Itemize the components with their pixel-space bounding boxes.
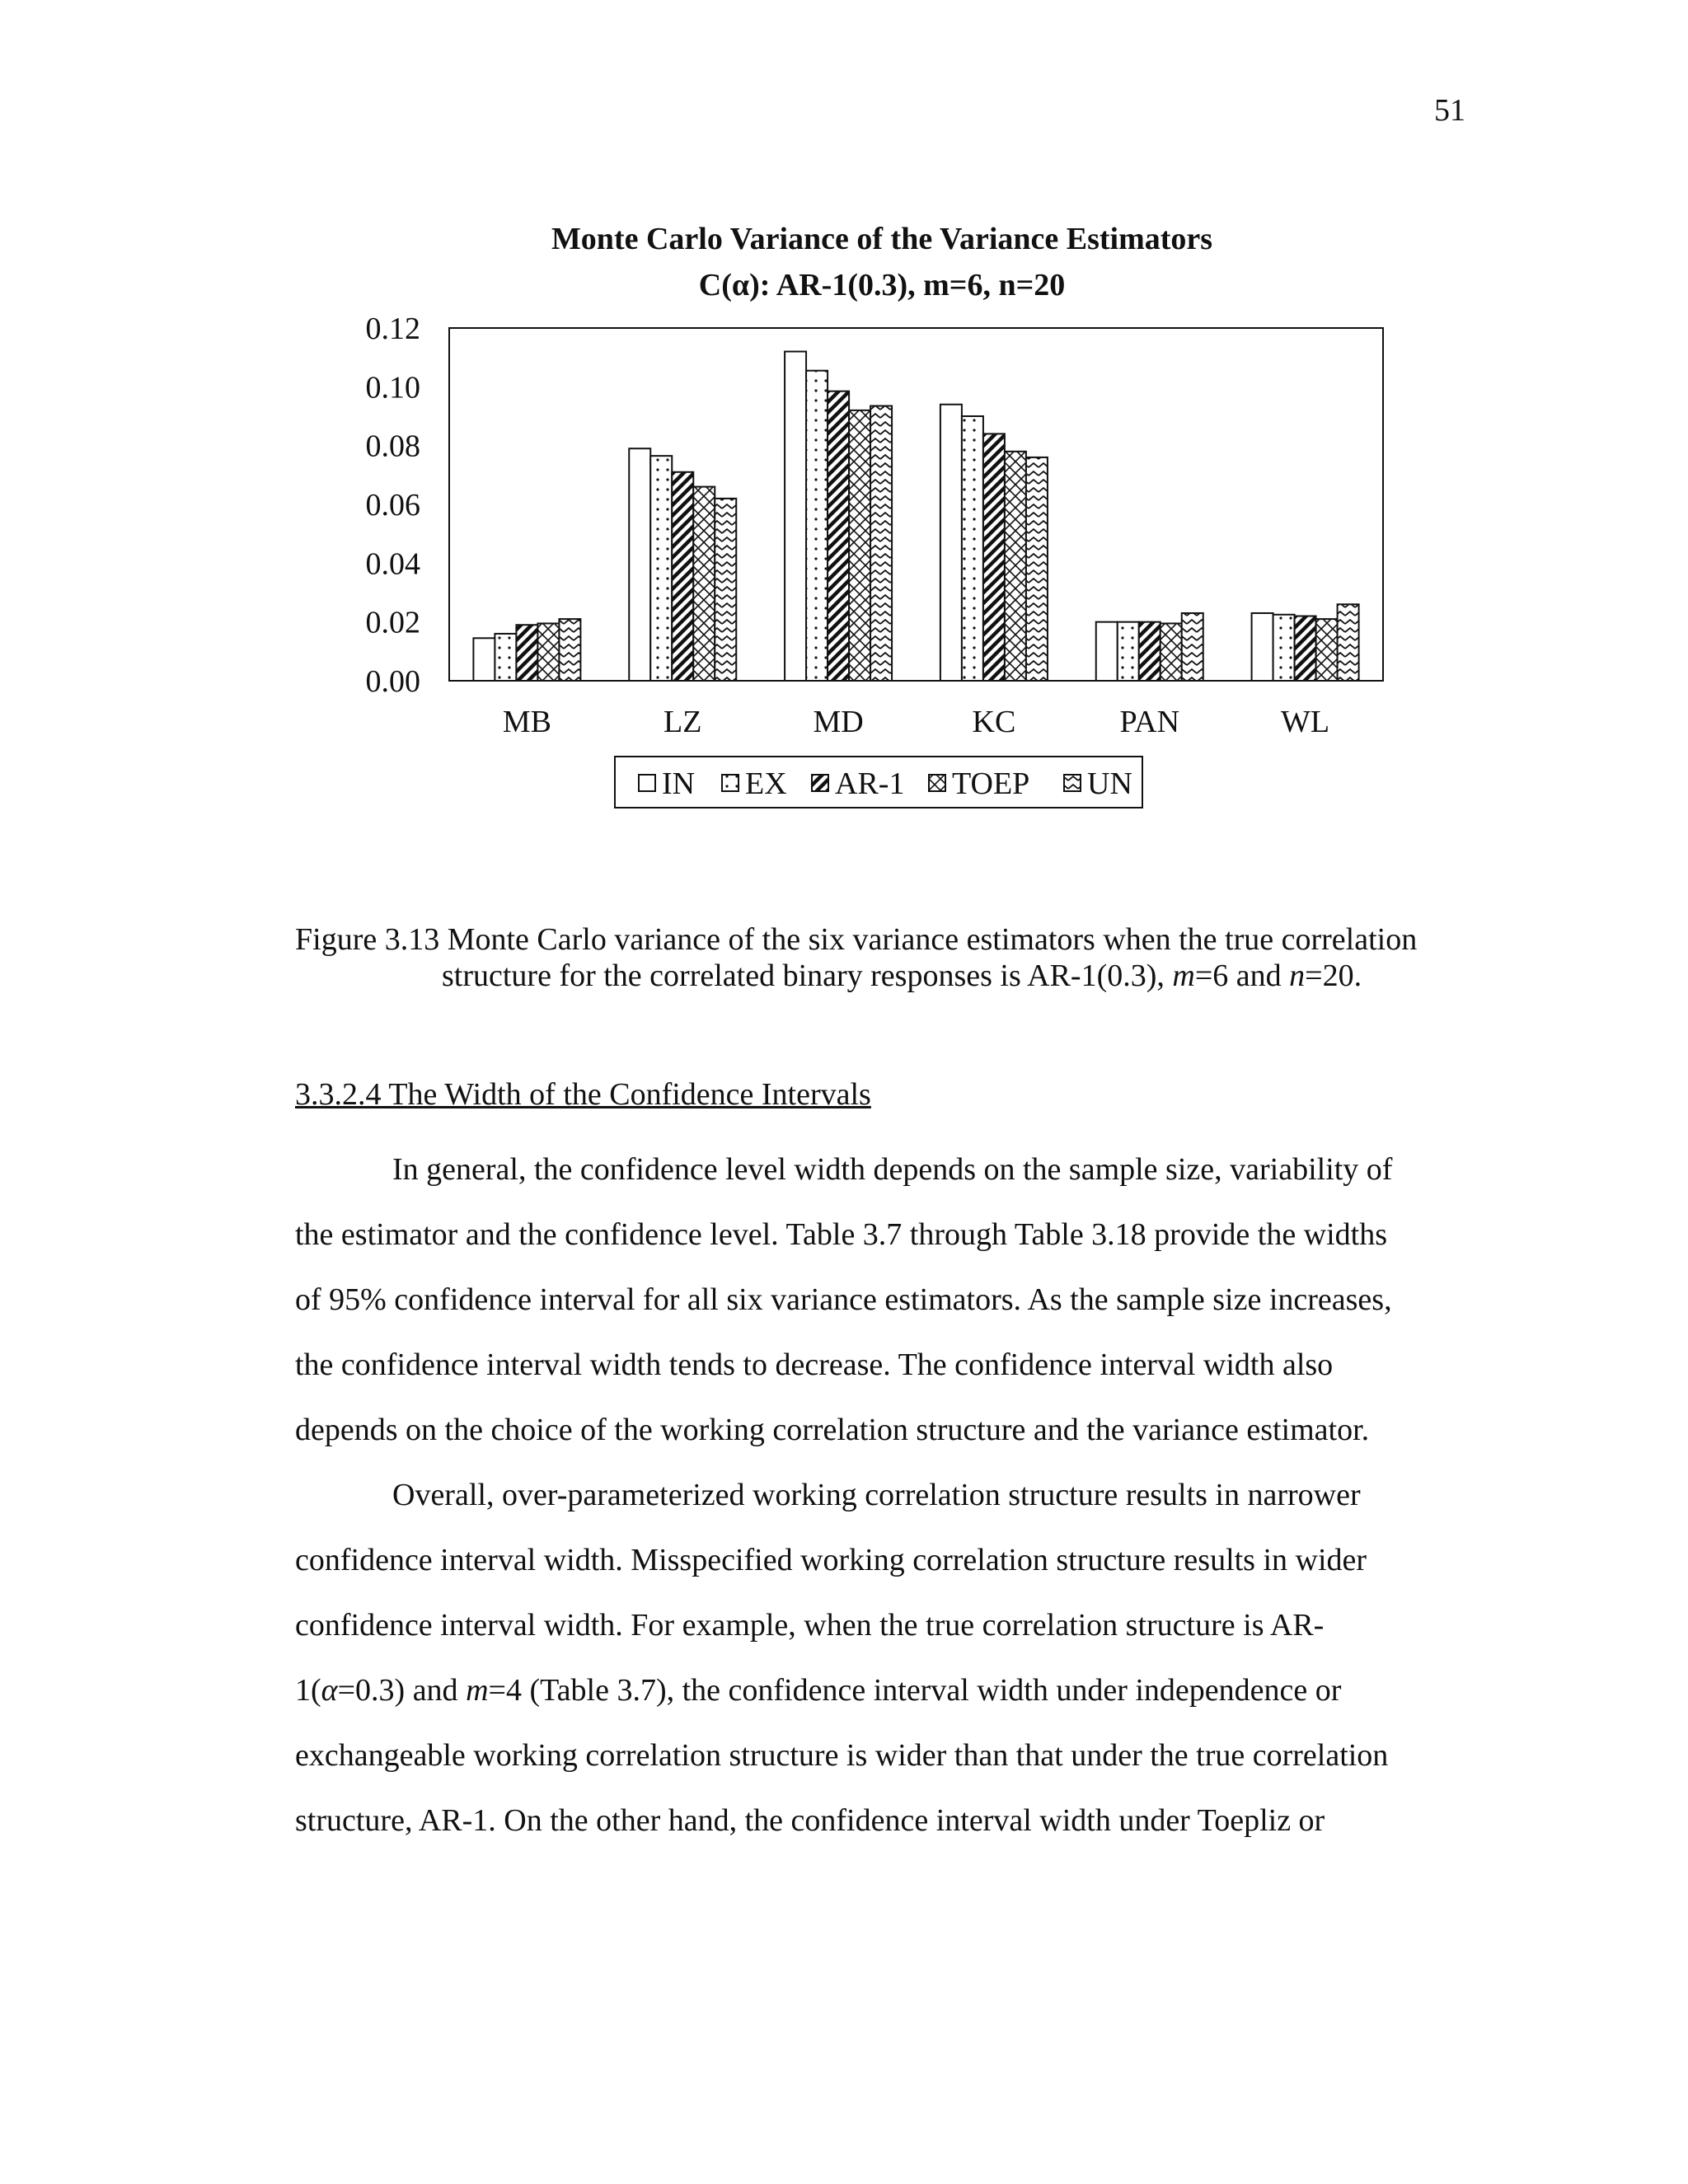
- text-run: =4 (Table 3.7), the confidence interval width under independence or: [488, 1673, 1342, 1708]
- legend-swatch-in: [639, 775, 655, 791]
- text-var-alpha: α: [321, 1673, 338, 1708]
- bar-kc-un: [1026, 457, 1048, 681]
- caption-line-2: [295, 958, 1465, 994]
- bar-kc-in: [940, 405, 962, 681]
- paragraph-1: [295, 1137, 1465, 1463]
- y-axis-ticks: [366, 312, 421, 699]
- bar-md-un: [870, 406, 892, 681]
- y-tick-label: 0.04: [365, 546, 420, 582]
- bar-mb-toep: [537, 623, 559, 681]
- bar-md-toep: [849, 410, 870, 681]
- legend-swatch-toep: [929, 775, 945, 791]
- legend-swatch-un: [1064, 775, 1081, 791]
- bar-chart: [0, 0, 1688, 824]
- bar-wl-in: [1252, 613, 1273, 681]
- bars: [473, 352, 1358, 681]
- y-tick-label: 0.06: [365, 488, 420, 523]
- text-var-m: m: [466, 1673, 489, 1708]
- bar-lz-ex: [650, 456, 672, 681]
- bar-pan-ex: [1118, 622, 1139, 681]
- y-tick-label: 0.02: [365, 605, 420, 640]
- bar-pan-un: [1182, 613, 1203, 681]
- bar-pan-toep: [1160, 623, 1182, 681]
- text-line: the estimator and the confidence level. Table 3.7 through Table 3.18 provide the widths: [295, 1217, 1388, 1252]
- bar-mb-in: [473, 638, 495, 681]
- x-tick-label: PAN: [1119, 705, 1180, 739]
- paragraph-2: [295, 1463, 1465, 1854]
- x-axis-labels: [503, 705, 1329, 739]
- page-number: 51: [1434, 93, 1465, 128]
- chart-title-line-1: Monte Carlo Variance of the Variance Estimators: [551, 222, 1213, 256]
- text-run: =0.3) and: [337, 1673, 467, 1708]
- y-tick-label: 0.00: [365, 664, 420, 699]
- text-line: depends on the choice of the working correlation structure and the variance estimator.: [295, 1413, 1370, 1447]
- x-tick-label: LZ: [663, 705, 702, 739]
- text-line: structure, AR-1. On the other hand, the confidence interval width under Toepliz or: [295, 1803, 1325, 1838]
- bar-wl-toep: [1316, 619, 1338, 681]
- text-line: confidence interval width. For example, when the true correlation structure is AR-: [295, 1608, 1325, 1643]
- y-tick-label: 0.08: [365, 429, 420, 464]
- bar-kc-ar-1: [983, 434, 1005, 681]
- text-line: of 95% confidence interval for all six variance estimators. As the sample size increases,: [295, 1282, 1392, 1317]
- caption-var-n: n: [1289, 958, 1306, 993]
- bar-lz-toep: [693, 487, 715, 681]
- chart-title-line-2: C(α): AR-1(0.3), m=6, n=20: [698, 268, 1066, 302]
- legend: [615, 757, 1142, 808]
- caption-line-1: Figure 3.13 Monte Carlo variance of the six variance estimators when the true correlation: [295, 922, 1418, 957]
- bar-pan-in: [1096, 622, 1118, 681]
- bar-lz-un: [715, 499, 736, 681]
- bar-pan-ar-1: [1139, 622, 1160, 681]
- bar-lz-in: [629, 448, 650, 681]
- body-text: [295, 1137, 1465, 1854]
- caption-text: =6 and: [1194, 958, 1290, 993]
- bar-mb-un: [559, 619, 580, 681]
- x-tick-label: KC: [972, 705, 1016, 739]
- legend-label: AR-1: [835, 766, 905, 801]
- bar-md-ex: [806, 371, 828, 681]
- bar-mb-ex: [495, 634, 516, 681]
- x-tick-label: MB: [502, 705, 551, 739]
- bar-wl-ex: [1273, 615, 1295, 681]
- text-line: Overall, over-parameterized working correlation structure results in narrower: [392, 1478, 1361, 1512]
- figure-caption: [295, 921, 1465, 994]
- section-heading: 3.3.2.4 The Width of the Confidence Intervals: [295, 1077, 871, 1112]
- legend-label: EX: [745, 766, 787, 801]
- bar-md-in: [785, 352, 806, 681]
- legend-label: UN: [1087, 766, 1132, 801]
- text-line: the confidence interval width tends to decrease. The confidence interval width also: [295, 1347, 1334, 1382]
- bar-kc-toep: [1005, 452, 1026, 681]
- legend-swatch-ex: [722, 775, 738, 791]
- bar-kc-ex: [962, 416, 983, 681]
- y-tick-label: 0.12: [365, 312, 420, 346]
- text-line: exchangeable working correlation structure is wider than that under the true correlation: [295, 1738, 1389, 1773]
- bar-mb-ar-1: [516, 625, 537, 681]
- text-line: In general, the confidence level width depends on the sample size, variability of: [392, 1152, 1393, 1187]
- caption-text: structure for the correlated binary responses is AR-1(0.3),: [442, 958, 1173, 993]
- text-run: 1(: [295, 1673, 321, 1708]
- bar-md-ar-1: [828, 391, 849, 681]
- x-tick-label: WL: [1281, 705, 1330, 739]
- plot-area-frame: [449, 328, 1383, 681]
- bar-wl-un: [1338, 604, 1359, 681]
- legend-label: TOEP: [952, 766, 1030, 801]
- y-tick-label: 0.10: [365, 370, 420, 405]
- x-tick-label: MD: [813, 705, 864, 739]
- legend-swatch-ar-1: [812, 775, 828, 791]
- caption-text: =20.: [1305, 958, 1362, 993]
- bar-wl-ar-1: [1295, 616, 1316, 681]
- text-line: [295, 1658, 1465, 1723]
- bar-lz-ar-1: [672, 472, 693, 681]
- text-line: confidence interval width. Misspecified working correlation structure results in wider: [295, 1543, 1367, 1577]
- caption-var-m: m: [1172, 958, 1195, 993]
- legend-label: IN: [662, 766, 696, 801]
